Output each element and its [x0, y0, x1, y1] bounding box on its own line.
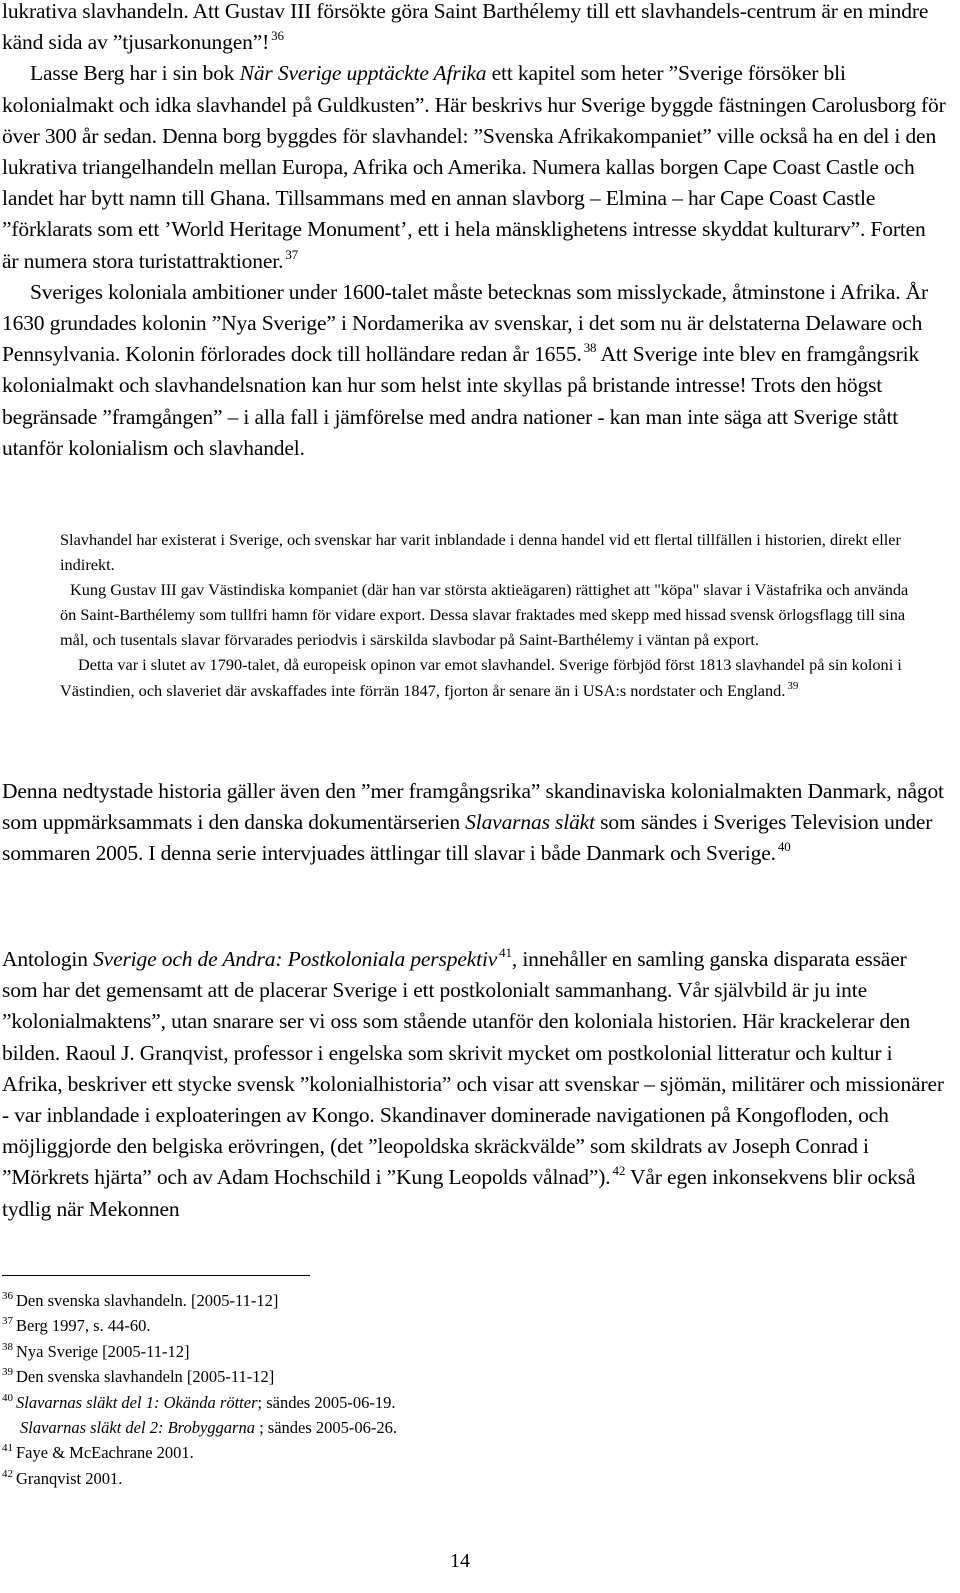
footnote-item: [2, 1390, 902, 1415]
quote-indent: [60, 580, 70, 599]
footnotes: [2, 1288, 902, 1491]
footnote-separator: [2, 1275, 310, 1276]
paragraph-text: ett kapitel som heter ”Sverige försöker bli kolonialmakt och idka slavhandel på Guldkusten”. Här beskrivs hur Sverige byggde fästningen Carolusborg för över 300 år sedan. Denna borg byggdes för slavhandel: ”Svenska Afrikakompaniet” ville också ha en del i den lukrativa triangelhandeln mellan Europa, Afrika och Amerika. Numera kallas borgen Cape Coast Castle och landet har bytt namn till Ghana. Tillsammans med en annan slavborg – Elmina – har Cape Coast Castle ”förklarats som ett ’World Heritage Monument’, ett i hela mänsklighetens intresse skyddat kulturarv”. Forten är numera stora turistattraktioner.: [2, 61, 946, 273]
footnote-text: Nya Sverige [2005-11-12]: [16, 1341, 190, 1361]
footnote-number: 38: [2, 1340, 13, 1353]
paragraph-text: Lasse Berg har i sin bok: [30, 61, 240, 86]
footnote-item: [2, 1440, 902, 1465]
series-title: Slavarnas släkt: [465, 810, 595, 835]
footnote-text: Berg 1997, s. 44-60.: [16, 1316, 151, 1336]
footnote-number: 36: [2, 1290, 13, 1302]
body-paragraph-2: [2, 776, 946, 870]
body-paragraph-3: [2, 944, 946, 1225]
book-title: När Sverige upptäckte Afrika: [239, 61, 487, 86]
footnote-item: [2, 1288, 902, 1313]
footnote-ref-36[interactable]: 36: [271, 28, 284, 44]
footnote-text: ; sändes 2005-06-19.: [257, 1392, 396, 1412]
footnote-item: [2, 1466, 902, 1491]
paragraph-text: som sändes i Sveriges Television under sommaren 2005. I denna serie intervjuades ättlingar till slavar i både Danmark och Sverige.: [2, 810, 933, 866]
footnote-number: 42: [2, 1467, 13, 1480]
paragraph-text: , innehåller en samling ganska disparata essäer som har det gemensamt att de placerar Sverige i ett postkolonialt sammanhang. Vår självbild är ju inte ”kolonialmaktens”, utan snarare ser vi oss som stående utanför den koloniala historien. Här krackelerar den bilden. Raoul J. Granqvist, professor i engelska som skrivit mycket om postkolonial litteratur och kultur i Afrika, beskriver ett stycke svensk ”kolonialhistoria” och visar att svenskar – sjömän, militärer och missionärer - var inblandade i exploateringen av Kongo. Skandinaver dominerade navigationen på Kongofloden, och möjliggjorde den belgiska erövringen, (det ”leopoldska skräckvälde” som skildrats av Joseph Conrad i ”Mörkrets hjärta” och av Adam Hochschild i ”Kung Leopolds vålnad”).: [2, 947, 944, 1190]
paragraph-text: lukrativa slavhandeln. Att Gustav III försökte göra Saint Barthélemy till ett slavhandels-centrum är en mindre känd sida av ”tjusarkonungen”!: [2, 0, 929, 55]
quote-text: Kung Gustav III gav Västindiska kompaniet (där han var största aktieägaren) rättighet att "köpa" slavar i Västafrika och använda ön Saint-Barthélemy som tullfri hamn för vidare export. Dessa slavar fraktades med skepp med hissad svensk örlogsflagg till sina mål, och tusentals slavar förvarades periodvis i särskilda slavbodar på Saint-Barthélemy i väntan på export.: [60, 580, 909, 650]
footnote-item: [2, 1364, 902, 1389]
quote-text: Slavhandel har existerat i Sverige, och svenskar har varit inblandade i denna handel vid ett flertal tillfällen i historien, direkt eller indirekt.: [60, 530, 901, 575]
paragraph-text: Antologin: [2, 947, 94, 971]
footnote-title: Slavarnas släkt del 1: Okända rötter: [16, 1392, 258, 1412]
footnote-title: Slavarnas släkt del 2: Brobyggarna: [20, 1418, 255, 1438]
quote-text: Detta var i slutet av 1790-talet, då europeisk opinon var emot slavhandel. Sverige förbjöd först 1813 slavhandel på sin koloni i Västindien, och slaveriet där avskaffades inte förrän 1847, fjorton år senare än i USA:s nordstater och England.: [60, 655, 902, 700]
footnote-item: [2, 1339, 902, 1364]
page-number: 14: [450, 1550, 470, 1572]
paragraph-text: Att Sverige inte blev en framgångsrik kolonialmakt och slavhandelsnation kan hur som helst inte skyllas på bristande intresse! Trots den högst begränsade ”framgången” – i alla fall i jämförelse med andra nationer - kan man inte säga att Sverige stått utanför kolonialism och slavhandel.: [2, 342, 920, 460]
footnote-ref-41[interactable]: 41: [499, 945, 512, 960]
body-paragraph-1: [2, 0, 946, 464]
paragraph-text: Vår egen inkonsekvens blir också tydlig när Mekonnen: [2, 1165, 916, 1221]
footnote-text: ; sändes 2005-06-26.: [254, 1418, 398, 1438]
quote-indent: [60, 655, 78, 674]
footnote-text: Den svenska slavhandeln [2005-11-12]: [16, 1367, 275, 1387]
book-title: Sverige och de Andra: Postkoloniala perspektiv: [93, 947, 498, 971]
footnote-ref-38[interactable]: 38: [583, 340, 597, 356]
paragraph-text: Denna nedtystade historia gäller även den ”mer framgångsrika” skandinaviska kolonialmakten Danmark, något som uppmärksammats i den danska dokumentärserien: [2, 779, 944, 835]
footnote-ref-40[interactable]: 40: [777, 839, 791, 855]
footnote-number: 40: [2, 1391, 13, 1404]
footnote-item: [2, 1313, 902, 1338]
footnote-text: Granqvist 2001.: [16, 1468, 123, 1488]
footnote-ref-42[interactable]: 42: [612, 1163, 626, 1179]
footnote-text: Den svenska slavhandeln. [2005-11-12]: [16, 1291, 279, 1310]
footnote-number: 39: [2, 1366, 13, 1379]
paragraph-text: Sveriges koloniala ambitioner under 1600-talet måste betecknas som misslyckade, åtminstone i Afrika. År 1630 grundades kolonin ”Nya Sverige” i Nordamerika av svenskar, i det som nu är delstaterna Delaware och Pennsylvania. Kolonin förlorades dock till holländare redan år 1655.: [2, 279, 929, 367]
block-quote: [60, 527, 920, 703]
footnote-text: Faye & McEachrane 2001.: [16, 1443, 194, 1463]
footnote-ref-39[interactable]: 39: [787, 679, 799, 692]
footnote-item: [2, 1415, 902, 1440]
footnote-ref-37[interactable]: 37: [285, 246, 299, 262]
footnote-number: 41: [2, 1442, 13, 1455]
footnote-number: 37: [2, 1315, 13, 1328]
